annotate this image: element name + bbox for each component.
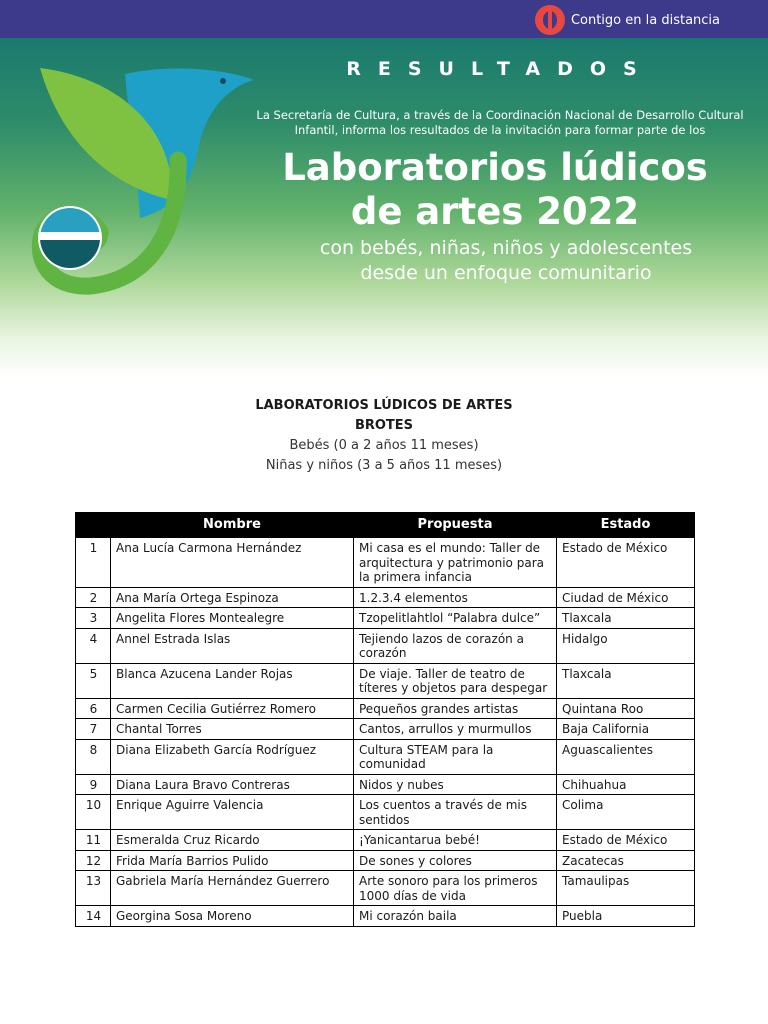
main-title [240,146,750,234]
cell-nombre: Blanca Azucena Lander Rojas [111,663,354,698]
cell-number: 14 [76,906,111,927]
subtitle-line-1: con bebés, niñas, niños y adolescentes [319,237,693,259]
cell-number: 11 [76,830,111,851]
cell-nombre: Angelita Flores Montealegre [111,608,354,629]
cell-nombre: Esmeralda Cruz Ricardo [111,830,354,851]
cell-propuesta: Mi corazón baila [354,906,557,927]
table-row [76,795,695,830]
cell-estado: Puebla [557,906,695,927]
cell-estado: Colima [557,795,695,830]
age-range-children: Niñas y niños (3 a 5 años 11 meses) [265,458,503,473]
cell-number: 3 [76,608,111,629]
table-row [76,719,695,740]
contigo-logo-icon [535,5,565,35]
cell-propuesta: Tzopelitlahtlol “Palabra dulce” [354,608,557,629]
bird-leaf-icon [30,60,260,295]
table-row [76,628,695,663]
cell-propuesta: ¡Yanicantarua bebé! [354,830,557,851]
cell-nombre: Carmen Cecilia Gutiérrez Romero [111,698,354,719]
title-line-2: de artes 2022 [350,190,640,233]
cell-nombre: Chantal Torres [111,719,354,740]
cell-nombre: Ana María Ortega Espinoza [111,587,354,608]
cell-estado: Zacatecas [557,850,695,871]
cell-propuesta: Cantos, arrullos y murmullos [354,719,557,740]
cell-nombre: Diana Laura Bravo Contreras [111,774,354,795]
cell-number: 10 [76,795,111,830]
brand-text: Contigo en la distancia [570,12,720,28]
table-row [76,739,695,774]
cell-propuesta: Cultura STEAM para la comunidad [354,739,557,774]
cell-nombre: Diana Elizabeth García Rodríguez [111,739,354,774]
table-row [76,698,695,719]
subtitle-line-2: desde un enfoque comunitario [360,262,652,284]
cell-estado: Quintana Roo [557,698,695,719]
section-subtitle: BROTES [354,418,414,433]
cell-estado: Tlaxcala [557,608,695,629]
table-header-row [76,513,695,538]
cell-number: 9 [76,774,111,795]
cell-estado: Estado de México [557,538,695,588]
cell-estado: Baja California [557,719,695,740]
intro-text: La Secretaría de Cultura, a través de la Coordinación Nacional de Desarrollo Cultural Infantil, informa los resultados de la invitación para formar parte de los [256,108,744,137]
cell-propuesta: De viaje. Taller de teatro de títeres y objetos para despegar [354,663,557,698]
cell-estado: Chihuahua [557,774,695,795]
table-row [76,587,695,608]
table-row [76,850,695,871]
cell-nombre: Georgina Sosa Moreno [111,906,354,927]
cell-propuesta: Pequeños grandes artistas [354,698,557,719]
header-number [76,513,111,538]
cell-nombre: Enrique Aguirre Valencia [111,795,354,830]
cell-propuesta: De sones y colores [354,850,557,871]
cell-number: 7 [76,719,111,740]
cell-propuesta: Tejiendo lazos de corazón a corazón [354,628,557,663]
cell-number: 5 [76,663,111,698]
cell-nombre: Annel Estrada Islas [111,628,354,663]
cell-number: 13 [76,871,111,906]
cell-nombre: Frida María Barrios Pulido [111,850,354,871]
header-propuesta: Propuesta [354,513,557,538]
table-row [76,871,695,906]
cell-propuesta: Los cuentos a través de mis sentidos [354,795,557,830]
section-title: LABORATORIOS LÚDICOS DE ARTES [255,398,513,413]
section-header [0,396,768,476]
cell-estado: Aguascalientes [557,739,695,774]
table-row [76,608,695,629]
cell-propuesta: Nidos y nubes [354,774,557,795]
table-row [76,538,695,588]
top-bar [0,0,768,38]
cell-number: 8 [76,739,111,774]
table-row [76,906,695,927]
cell-propuesta: 1.2.3.4 elementos [354,587,557,608]
cell-number: 1 [76,538,111,588]
cell-estado: Estado de México [557,830,695,851]
header-nombre: Nombre [111,513,354,538]
table-row [76,774,695,795]
cell-estado: Hidalgo [557,628,695,663]
cell-estado: Ciudad de México [557,587,695,608]
results-table [75,512,695,927]
table-body [76,538,695,927]
cell-estado: Tlaxcala [557,663,695,698]
header-estado: Estado [557,513,695,538]
results-heading: RESULTADOS [346,58,654,80]
cell-estado: Tamaulipas [557,871,695,906]
table-row [76,830,695,851]
cell-nombre: Gabriela María Hernández Guerrero [111,871,354,906]
cell-number: 2 [76,587,111,608]
cell-number: 12 [76,850,111,871]
cell-number: 6 [76,698,111,719]
subtitle [240,236,768,286]
brand [535,5,720,35]
cell-propuesta: Arte sonoro para los primeros 1000 días de vida [354,871,557,906]
cell-nombre: Ana Lucía Carmona Hernández [111,538,354,588]
cell-number: 4 [76,628,111,663]
title-line-1: Laboratorios lúdicos [282,146,708,189]
hero-banner [0,38,768,378]
age-range-babies: Bebés (0 a 2 años 11 meses) [289,438,479,453]
cell-propuesta: Mi casa es el mundo: Taller de arquitectura y patrimonio para la primera infancia [354,538,557,588]
table-row [76,663,695,698]
